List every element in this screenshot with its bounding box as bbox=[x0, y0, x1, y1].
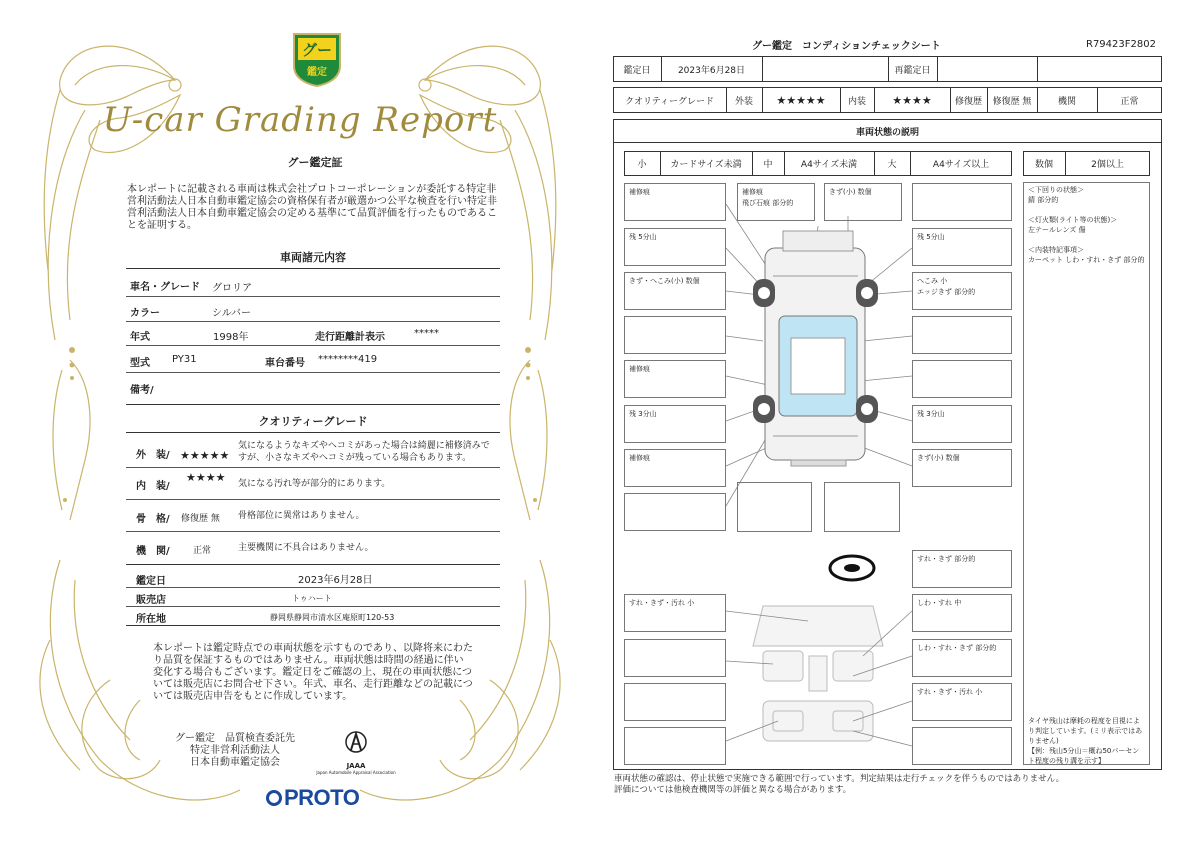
divider bbox=[1037, 56, 1038, 82]
recheck-date-label: 再鑑定日 bbox=[894, 65, 931, 76]
interior-desc: 気になる汚れ等が部分的にあります。 bbox=[238, 479, 391, 489]
annotation-box-empty bbox=[624, 316, 726, 354]
chassis-value: ********419 bbox=[318, 354, 378, 365]
annotation-box: きず・へこみ(小) 数個 bbox=[624, 272, 726, 310]
legend-small: 小 bbox=[637, 160, 647, 170]
committee-text: グー鑑定 品質検査委託先 特定非営利活動法人 日本自動車鑑定協会 bbox=[175, 733, 295, 768]
annotation-box-empty bbox=[912, 316, 1012, 354]
annotation-box: すれ・きず・汚れ 小 bbox=[912, 683, 1012, 721]
jaaa-subtitle: Japan Automobile Appraisal Association bbox=[316, 770, 396, 775]
sheet-exterior-label: 外装 bbox=[734, 96, 753, 107]
sheet-engine-value: 正常 bbox=[1120, 96, 1139, 107]
frame-value: 修復歴 無 bbox=[181, 514, 220, 524]
year-value: 1998年 bbox=[213, 332, 249, 343]
annotation-box-empty bbox=[737, 482, 812, 532]
model-value: PY31 bbox=[172, 354, 197, 365]
annotation-box: 残 5分山 bbox=[912, 228, 1012, 266]
legend-medium-desc: A4サイズ未満 bbox=[800, 160, 858, 170]
spacer bbox=[1028, 235, 1144, 245]
sheet-repair-label: 修復歴 bbox=[954, 96, 982, 107]
annotation-box-empty bbox=[624, 493, 726, 531]
annotation-box: 補修痕 bbox=[624, 449, 726, 487]
divider bbox=[126, 345, 500, 346]
shop-value: トゥハート bbox=[292, 594, 332, 603]
note-underbody-heading: ＜下回りの状態＞ bbox=[1028, 186, 1084, 194]
color-value: シルバー bbox=[212, 308, 252, 319]
year-label: 年式 bbox=[130, 332, 150, 343]
annotation-box: 残 3分山 bbox=[912, 405, 1012, 443]
annotation-box-empty bbox=[912, 360, 1012, 398]
divider bbox=[126, 606, 500, 607]
sheet-title: グー鑑定 コンディションチェックシート bbox=[752, 41, 941, 52]
sheet-footer-2: 評価については他検査機関等の評価と異なる場合があります。 bbox=[614, 785, 852, 795]
notes-panel bbox=[1023, 182, 1150, 765]
divider bbox=[126, 587, 500, 588]
grade-label: クオリティーグレード bbox=[624, 96, 715, 107]
divider bbox=[126, 499, 500, 500]
svg-text:鑑定: 鑑定 bbox=[307, 67, 327, 78]
divider bbox=[126, 531, 500, 532]
divider bbox=[126, 432, 500, 433]
divider bbox=[762, 56, 763, 82]
annotation-box-empty bbox=[912, 183, 1012, 221]
annotation-box-empty bbox=[912, 727, 1012, 765]
date-label: 鑑定日 bbox=[136, 576, 166, 587]
annotation-box: 補修痕 飛び石痕 部分的 bbox=[737, 183, 815, 221]
car-name-value: グロリア bbox=[212, 283, 252, 294]
engine-value: 正常 bbox=[193, 546, 212, 556]
condition-heading: 車両状態の説明 bbox=[855, 127, 919, 138]
note-lights-heading: ＜灯火類(ライト等の状態)＞ bbox=[1028, 216, 1118, 224]
annotation-box: 補修痕 bbox=[624, 360, 726, 398]
legend-large: 大 bbox=[887, 160, 897, 170]
frame-label: 骨 格/ bbox=[136, 514, 170, 525]
divider bbox=[937, 56, 938, 82]
annotation-box: 補修痕 bbox=[624, 183, 726, 221]
annotation-box-empty bbox=[624, 639, 726, 677]
certificate-intro: 本レポートに記載される車両は株式会社プロトコーポレーションが委託する特定非営利活動法人日本自動車鑑定協会の資格保有者が厳選かつ公平な検査を行い特定非営利活動法人日本自動車鑑定協会の定める基準にて品質評価を行ったものであることを証明する。 bbox=[127, 184, 497, 231]
legend-large-desc: A4サイズ以上 bbox=[932, 160, 990, 170]
sheet-footer-1: 車両状態の確認は、停止状態で実施できる範囲で行っています。判定結果は走行チェックを伴うものではありません。 bbox=[614, 774, 1065, 784]
notes-text bbox=[1028, 185, 1144, 265]
annotation-box: すれ・きず・汚れ 小 bbox=[624, 594, 726, 632]
color-label: カラー bbox=[130, 308, 160, 319]
divider bbox=[126, 564, 500, 565]
date-value: 2023年6月28日 bbox=[298, 575, 373, 586]
annotation-box: きず(小) 数個 bbox=[912, 449, 1012, 487]
goo-kantei-badge bbox=[288, 30, 346, 88]
spacer bbox=[1028, 205, 1144, 215]
shop-label: 販売店 bbox=[136, 595, 166, 606]
divider bbox=[126, 372, 500, 373]
steering-wheel-icon bbox=[830, 556, 874, 580]
interior-label: 内 装/ bbox=[136, 481, 170, 492]
certificate-disclaimer: 本レポートは鑑定時点での車両状態を示すものであり、以降将来にわたり品質を保証するものではありません。車両状態は時間の経過に伴い変化する場合もございます。鑑定日をご確認の上、現在の車両状態については販売店にお問合せ下さい。年式、車名、走行距離などの記載については販売店申告をもとに作成しています。 bbox=[153, 643, 473, 702]
certificate-heading: グー鑑定証 bbox=[287, 156, 343, 169]
count-label: 数個 bbox=[1034, 160, 1053, 170]
model-label: 型式 bbox=[130, 358, 150, 369]
frame-desc: 骨格部位に異常はありません。 bbox=[238, 511, 365, 521]
sheet-date-label: 鑑定日 bbox=[623, 65, 651, 76]
sheet-date-value: 2023年6月28日 bbox=[677, 65, 746, 76]
annotation-box: 残 3分山 bbox=[624, 405, 726, 443]
legend-medium: 中 bbox=[763, 160, 773, 170]
jaaa-emblem-icon bbox=[343, 730, 369, 758]
annotation-box: きず(小) 数個 bbox=[824, 183, 902, 221]
note-interior-heading: ＜内装特記事項＞ bbox=[1028, 246, 1084, 254]
sheet-engine-label: 機関 bbox=[1057, 96, 1076, 107]
quality-heading: クオリティーグレード bbox=[258, 415, 368, 428]
annotation-box-empty bbox=[824, 482, 900, 532]
jaaa-name: JAAA bbox=[346, 762, 366, 770]
annotation-box-empty bbox=[624, 683, 726, 721]
note-lights: 左テールレンズ 傷 bbox=[1028, 226, 1086, 234]
exterior-stars: ★★★★★ bbox=[180, 449, 230, 462]
note-underbody: 錆 部分的 bbox=[1028, 196, 1059, 204]
mileage-value: ***** bbox=[414, 328, 439, 339]
note-interior: カーペット しわ・すれ・きず 部分的 bbox=[1028, 256, 1145, 264]
mileage-label: 走行距離計表示 bbox=[315, 332, 385, 343]
tire-note: タイヤ残山は摩耗の程度を目視により判定しています。(ミリ表示ではありません) 【例：残山5分山＝概ね50パーセント程度の残り溝を示す】 bbox=[1028, 717, 1143, 765]
exterior-desc: 気になるようなキズやヘコミがあった場合は綺麗に補修済みですが、小さなキズやヘコミが残っている場合もあります。 bbox=[238, 441, 490, 463]
annotation-box: へこみ 小 エッジきず 部分的 bbox=[912, 272, 1012, 310]
svg-text:グー: グー bbox=[301, 41, 333, 59]
proto-logo bbox=[266, 785, 359, 811]
proto-mark-icon bbox=[266, 790, 282, 806]
exterior-label: 外 装/ bbox=[136, 450, 170, 461]
sheet-interior-label: 内装 bbox=[847, 96, 866, 107]
address-label: 所在地 bbox=[136, 614, 166, 625]
count-value: 2個以上 bbox=[1091, 160, 1124, 170]
divider bbox=[126, 296, 500, 297]
interior-stars: ★★★★ bbox=[186, 471, 226, 484]
engine-desc: 主要機関に不具合はありません。 bbox=[238, 543, 374, 553]
remarks-label: 備考/ bbox=[130, 385, 154, 396]
annotation-box: 残 5分山 bbox=[624, 228, 726, 266]
specs-heading: 車両諸元内容 bbox=[280, 251, 346, 264]
address-value: 静岡県静岡市清水区庵原町120-53 bbox=[270, 613, 395, 622]
car-topview-icon bbox=[753, 231, 878, 466]
sheet-exterior-stars: ★★★★★ bbox=[776, 93, 826, 107]
interior-view-icon bbox=[753, 606, 883, 741]
annotation-box: すれ・きず 部分的 bbox=[912, 550, 1012, 588]
report-title: U-car Grading Report bbox=[102, 100, 498, 140]
engine-label: 機 関/ bbox=[136, 546, 170, 557]
chassis-label: 車台番号 bbox=[265, 358, 305, 369]
annotation-box: しわ・すれ・きず 部分的 bbox=[912, 639, 1012, 677]
divider bbox=[126, 404, 500, 405]
car-name-label: 車名・グレード bbox=[130, 282, 200, 293]
sheet-id: R79423F2802 bbox=[1086, 39, 1156, 50]
legend-small-desc: カードサイズ未満 bbox=[670, 160, 742, 170]
annotation-box: しわ・すれ 中 bbox=[912, 594, 1012, 632]
annotation-box-empty bbox=[624, 727, 726, 765]
divider bbox=[126, 467, 500, 468]
divider bbox=[126, 625, 500, 626]
proto-logo-text: PROTO bbox=[284, 785, 360, 810]
divider bbox=[126, 268, 500, 269]
sheet-interior-stars: ★★★★ bbox=[892, 93, 932, 107]
jaaa-logo bbox=[316, 730, 396, 775]
sheet-repair-value: 修復歴 無 bbox=[992, 96, 1032, 107]
divider bbox=[126, 321, 500, 322]
